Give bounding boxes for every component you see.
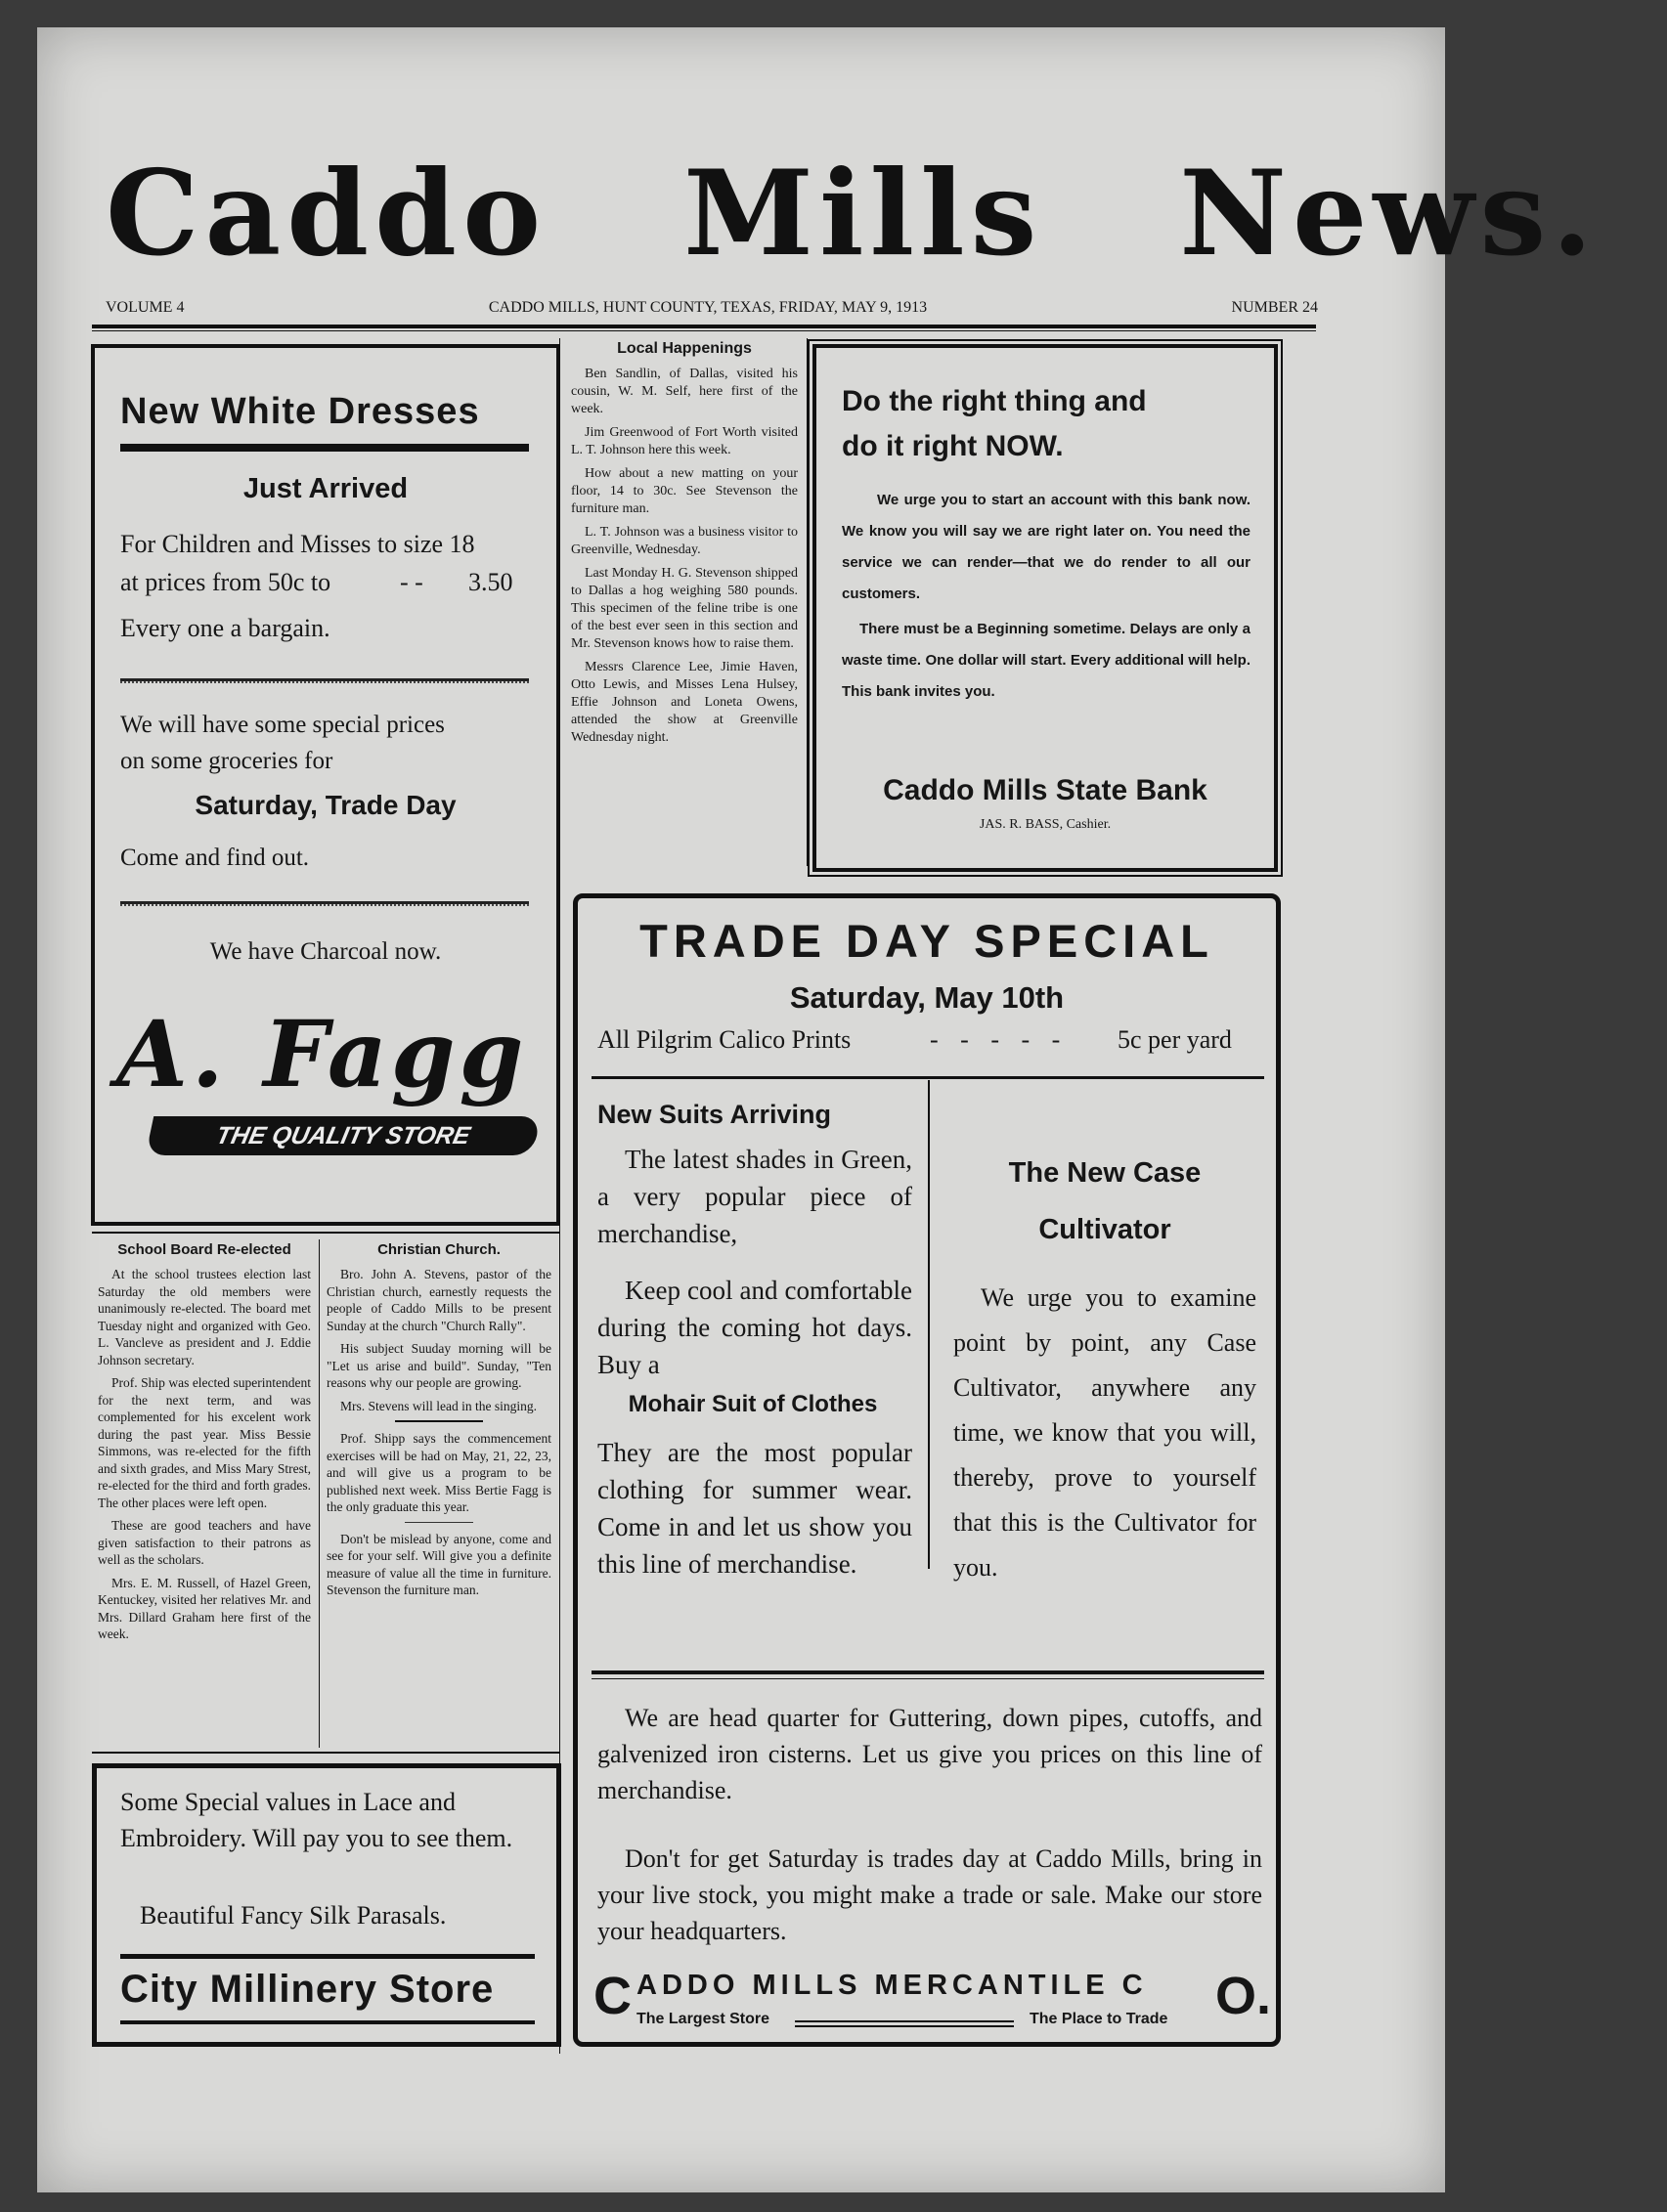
section-rule-2 [92,1752,559,1754]
church-item: Mrs. Stevens will lead in the singing. [340,1398,537,1413]
fagg-divider-1 [120,678,529,683]
fagg-ad [91,344,560,1226]
fagg-line-2-dashes: - - [400,568,423,596]
church-items [327,1266,551,1599]
local-item: How about a new matting on your floor, 14 to 30c. See Stevenson the furniture man. [571,466,798,516]
section-rule [92,1232,559,1234]
bank-paragraph-1: We urge you to start an account with this bank now. We know you will say we are right later on. You need the service we can render—that we do render to all our customers. [842,492,1250,602]
fagg-grocery-4: Come and find out. [120,845,310,871]
fagg-logo: A. Fagg [116,1001,528,1108]
church-item: Prof. Shipp says the commencement exercises will be had on May, 21, 22, 23, and will give us a program to be published next week. Miss Bertie Fagg is the only graduate this year. [327,1431,551,1514]
school-item: These are good teachers and have given satisfaction to their patrons as well as the scholars. [98,1518,311,1567]
bank-name: Caddo Mills State Bank [883,774,1207,806]
fagg-subhead: Just Arrived [242,473,409,504]
merc-rule-top [592,1670,1264,1674]
trade-item: All Pilgrim Calico Prints [597,1025,852,1054]
suits-paragraph-1: The latest shades in Green, a very popular piece of merchandise, [597,1145,912,1248]
local-happenings [571,340,798,753]
merc-name-c: C [593,1967,632,2025]
merc-tag-right: The Place to Trade [1030,2011,1168,2027]
cultivator-text: We urge you to examine point by point, any Case Cultivator, anywhere any time, we know that you will, thereby, prove to yourself that this is the Cultivator for you. [953,1283,1256,1582]
trade-dashes: - - - - - [930,1025,1069,1054]
merc-tag-left: The Largest Store [636,2011,770,2027]
merc-paragraph-1: We are head quarter for Guttering, down pipes, cutoffs, and galvenized iron cisterns. Let us give you prices on this line of merchandise. [597,1704,1262,1804]
merc-paragraph-2: Don't for get Saturday is trades day at Caddo Mills, bring in your live stock, you might make a trade or sale. Make our store your headquarters. [597,1844,1262,1945]
millinery-rule-bottom [120,2020,535,2024]
fagg-tagline [146,1116,542,1155]
bank-headline [842,379,1147,469]
local-item: L. T. Johnson was a business visitor to Greenville, Wednesday. [571,525,798,557]
local-item: Messrs Clarence Lee, Jimie Haven, Otto Lewis, and Misses Lena Hulsey, Effie Johnson and Loneta Owens, attended the show at Greenville Wednesday night. [571,660,798,745]
bank-cashier: JAS. R. BASS, Cashier. [979,817,1112,832]
school-item: Prof. Ship was elected superintendent for the next term, and was complemented for his excelent work during the past year. Miss Bessie Simmons, was re-elected for the fifth and sixth grades, and Miss Mary Strest, re-elected for the third and forth grades. The other places were left open. [98,1375,311,1510]
suits-paragraph-2: Keep cool and comfortable during the coming hot days. Buy a [597,1276,912,1379]
trade-price: 5c per yard [1118,1025,1232,1054]
millinery-paragraph-2: Beautiful Fancy Silk Parasals. [140,1901,447,1930]
school-item: At the school trustees election last Saturday the old members were unanimously re-elected. The board met Tuesday night and organized with Geo. L. Vancleve as president and J. Eddie Johnson secretary. [98,1267,311,1367]
bank-body [842,485,1250,708]
fagg-grocery-3: Saturday, Trade Day [195,790,457,820]
church-short-rule [405,1522,473,1523]
trade-day-title: TRADE DAY SPECIAL [639,915,1214,967]
issue-number: NUMBER 24 [1231,299,1318,316]
bank-headline-2: do it right NOW. [842,430,1064,462]
bank-paragraph-2: There must be a Beginning sometime. Delays are only a waste time. One dollar will start. Every additional will help. This bank invites you. [842,621,1250,700]
cultivator-headline-1: The New Case [1008,1157,1202,1189]
church-title: Christian Church. [377,1241,501,1258]
fagg-headline: New White Dresses [120,391,480,432]
suits-paragraph-3: They are the most popular clothing for summer wear. Come in and let us show you this line of merchandise. [597,1438,912,1579]
fagg-line-1: For Children and Misses to size 18 [120,530,475,558]
suits-subhead: Mohair Suit of Clothes [628,1391,878,1417]
merc-rule-top-thin [592,1678,1264,1679]
bank-headline-1: Do the right thing and [842,385,1147,417]
masthead-word-1: Caddo [106,145,548,282]
church-item: Bro. John A. Stevens, pastor of the Christian church, earnestly requests the people of Caddo Mills to be present Sunday at the church "Church Rally". [327,1267,551,1333]
church-item: His subject Suuday morning will be "Let us arise and build". Sunday, "Ten reasons why our people are growing. [327,1341,551,1390]
suits-headline: New Suits Arriving [597,1100,832,1129]
fagg-grocery-1: We will have some special prices [120,712,445,738]
masthead-rule [92,325,1316,328]
fagg-charcoal: We have Charcoal now. [209,938,442,965]
volume: VOLUME 4 [106,299,185,316]
masthead-rule-thin [92,330,1316,331]
merc-tag-rule [795,2020,1014,2027]
dateline [106,299,1318,317]
millinery-rule [120,1954,535,1959]
local-item: Last Monday H. G. Stevenson shipped to Dallas a hog weighing 580 pounds. This specimen of the feline tribe is one of the best ever seen in this section and Mr. Stevenson knows how to raise them. [571,566,798,651]
fagg-line-3: Every one a bargain. [120,614,330,642]
bank-ad [812,344,1278,872]
fagg-headline-rule [120,444,529,452]
church-item: Don't be mislead by anyone, come and see for your self. Will give you a definite measure of value all the time in furniture. Stevenson the furniture man. [327,1531,551,1597]
school-board-article [98,1241,311,1649]
church-ornament-rule [395,1420,483,1422]
place-date: CADDO MILLS, HUNT COUNTY, TEXAS, FRIDAY, MAY 9, 1913 [488,299,928,316]
church-article [327,1241,551,1605]
masthead-word-3: News. [1179,145,1599,282]
local-item: Jim Greenwood of Fort Worth visited L. T. Johnson here this week. [571,425,798,457]
column-divider-small [319,1239,320,1748]
trade-column-divider [928,1080,930,1569]
cultivator-headline [934,1145,1276,1258]
masthead-word-2: Mills [683,145,1043,282]
fagg-line-2: at prices from 50c to [120,568,331,596]
local-item: Ben Sandlin, of Dallas, visited his cousin, W. M. Self, here first of the week. [571,367,798,416]
merc-name: ADDO MILLS MERCANTILE C [636,1970,1148,2001]
trade-day-date: Saturday, May 10th [789,980,1065,1015]
millinery-ad [92,1763,561,2047]
millinery-name: City Millinery Store [120,1968,495,2011]
column-divider-2 [807,338,808,866]
school-title: School Board Re-elected [117,1241,291,1258]
millinery-paragraph-1: Some Special values in Lace and Embroidery. Will pay you to see them. [120,1788,513,1852]
fagg-divider-2 [120,901,529,906]
masthead [37,145,1599,282]
merc-name-o: O. [1215,1967,1272,2025]
school-items [98,1266,311,1643]
mercantile-ad [573,893,1281,2047]
trade-rule [592,1076,1264,1079]
local-items [571,366,798,747]
newspaper-page [37,27,1599,2192]
fagg-tagline-text: THE QUALITY STORE [213,1122,473,1149]
fagg-line-2-price: 3.50 [468,568,513,596]
cultivator-headline-2: Cultivator [1038,1214,1171,1245]
fagg-grocery-2: on some groceries for [120,748,333,774]
local-title: Local Happenings [617,340,752,357]
school-item: Mrs. E. M. Russell, of Hazel Green, Kentuckey, visited her relatives Mr. and Mrs. Dillard Graham here first of the week. [98,1575,311,1641]
